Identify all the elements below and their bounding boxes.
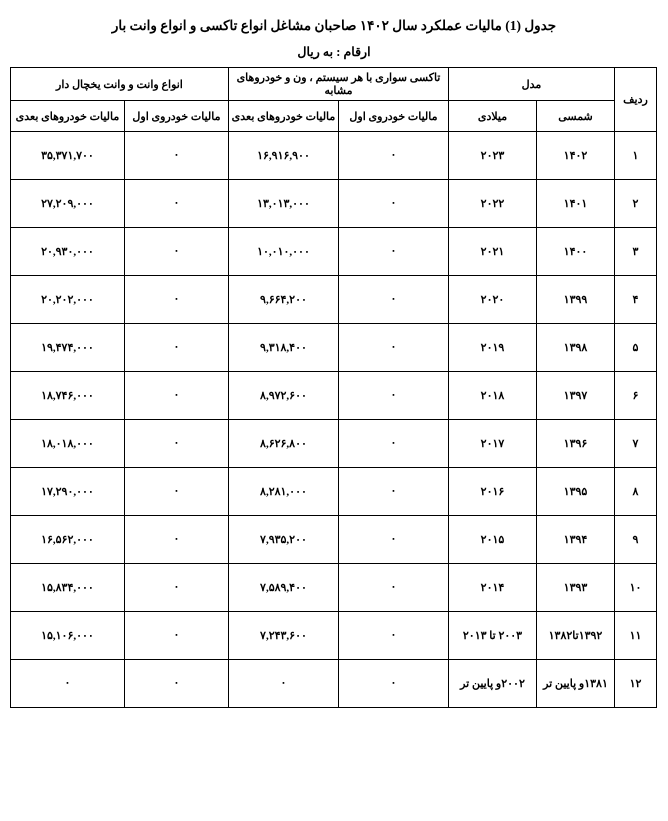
cell-taxi-next: ۷,۵۸۹,۴۰۰	[228, 564, 338, 612]
cell-shamsi: ۱۳۹۸	[537, 324, 615, 372]
table-body	[10, 132, 656, 708]
cell-taxi-first: ۰	[338, 324, 448, 372]
table-row	[10, 516, 656, 564]
cell-taxi-next: ۸,۶۲۶,۸۰۰	[228, 420, 338, 468]
cell-shamsi: ۱۳۸۱و پایین تر	[537, 660, 615, 708]
cell-shamsi: ۱۳۹۹	[537, 276, 615, 324]
cell-shamsi: ۱۳۹۳	[537, 564, 615, 612]
cell-van-next: ۱۸,۰۱۸,۰۰۰	[10, 420, 124, 468]
cell-radif: ۸	[615, 468, 657, 516]
cell-taxi-next: ۹,۳۱۸,۴۰۰	[228, 324, 338, 372]
table-row	[10, 324, 656, 372]
cell-van-first: ۰	[124, 132, 228, 180]
cell-radif: ۶	[615, 372, 657, 420]
cell-radif: ۵	[615, 324, 657, 372]
cell-miladi: ۲۰۲۰	[448, 276, 536, 324]
cell-taxi-next: ۹,۶۶۴,۲۰۰	[228, 276, 338, 324]
cell-shamsi: ۱۳۹۴	[537, 516, 615, 564]
cell-taxi-first: ۰	[338, 660, 448, 708]
cell-miladi: ۲۰۱۹	[448, 324, 536, 372]
cell-taxi-first: ۰	[338, 468, 448, 516]
table-row	[10, 132, 656, 180]
cell-taxi-first: ۰	[338, 180, 448, 228]
cell-miladi: ۲۰۲۳	[448, 132, 536, 180]
cell-miladi: ۲۰۰۲و پایین تر	[448, 660, 536, 708]
cell-van-next: ۱۸,۷۴۶,۰۰۰	[10, 372, 124, 420]
table-head	[10, 68, 656, 132]
header-taxi-next: مالیات خودروهای بعدی	[228, 101, 338, 132]
cell-shamsi: ۱۴۰۰	[537, 228, 615, 276]
cell-miladi: ۲۰۱۴	[448, 564, 536, 612]
cell-taxi-first: ۰	[338, 420, 448, 468]
header-van-next: مالیات خودروهای بعدی	[10, 101, 124, 132]
cell-miladi: ۲۰۱۶	[448, 468, 536, 516]
table-row	[10, 228, 656, 276]
table-row	[10, 180, 656, 228]
cell-taxi-first: ۰	[338, 612, 448, 660]
cell-van-first: ۰	[124, 180, 228, 228]
cell-taxi-next: ۱۳,۰۱۳,۰۰۰	[228, 180, 338, 228]
cell-miladi: ۲۰۲۲	[448, 180, 536, 228]
header-miladi: میلادی	[448, 101, 536, 132]
cell-van-first: ۰	[124, 516, 228, 564]
cell-van-first: ۰	[124, 420, 228, 468]
header-model: مدل	[448, 68, 614, 101]
cell-radif: ۴	[615, 276, 657, 324]
cell-taxi-first: ۰	[338, 228, 448, 276]
table-row	[10, 660, 656, 708]
cell-taxi-next: ۰	[228, 660, 338, 708]
page-title: جدول (1) مالیات عملکرد سال ۱۴۰۲ صاحبان مشاغل انواع تاکسی و انواع وانت بار	[111, 18, 557, 33]
cell-van-first: ۰	[124, 468, 228, 516]
cell-taxi-first: ۰	[338, 564, 448, 612]
cell-van-first: ۰	[124, 324, 228, 372]
cell-van-first: ۰	[124, 228, 228, 276]
cell-van-next: ۱۹,۴۷۴,۰۰۰	[10, 324, 124, 372]
cell-van-next: ۳۵,۳۷۱,۷۰۰	[10, 132, 124, 180]
cell-miladi: ۲۰۱۷	[448, 420, 536, 468]
cell-miladi: ۲۰۰۳ تا ۲۰۱۳	[448, 612, 536, 660]
cell-radif: ۱۰	[615, 564, 657, 612]
header-van-first: مالیات خودروی اول	[124, 101, 228, 132]
cell-radif: ۲	[615, 180, 657, 228]
cell-radif: ۳	[615, 228, 657, 276]
header-taxi-group: تاکسی سواری با هر سیستم ، ون و خودروهای مشابه	[228, 68, 448, 101]
cell-shamsi: ۱۳۹۷	[537, 372, 615, 420]
table-container	[0, 67, 668, 708]
cell-radif: ۷	[615, 420, 657, 468]
cell-miladi: ۲۰۱۸	[448, 372, 536, 420]
cell-van-first: ۰	[124, 564, 228, 612]
cell-shamsi: ۱۳۹۵	[537, 468, 615, 516]
cell-van-next: ۰	[10, 660, 124, 708]
cell-shamsi: ۱۴۰۱	[537, 180, 615, 228]
cell-van-first: ۰	[124, 372, 228, 420]
cell-van-next: ۲۷,۲۰۹,۰۰۰	[10, 180, 124, 228]
cell-taxi-first: ۰	[338, 516, 448, 564]
cell-van-next: ۱۵,۱۰۶,۰۰۰	[10, 612, 124, 660]
cell-radif: ۹	[615, 516, 657, 564]
cell-taxi-next: ۱۰,۰۱۰,۰۰۰	[228, 228, 338, 276]
table-row	[10, 372, 656, 420]
cell-taxi-next: ۸,۹۷۲,۶۰۰	[228, 372, 338, 420]
cell-van-next: ۱۵,۸۳۴,۰۰۰	[10, 564, 124, 612]
cell-taxi-first: ۰	[338, 132, 448, 180]
table-row	[10, 612, 656, 660]
cell-taxi-next: ۸,۲۸۱,۰۰۰	[228, 468, 338, 516]
sub-header-row	[10, 101, 656, 132]
header-van-group: انواع وانت و وانت یخچال دار	[10, 68, 228, 101]
cell-shamsi: ۱۳۹۲تا۱۳۸۲	[537, 612, 615, 660]
cell-radif: ۱	[615, 132, 657, 180]
cell-van-next: ۱۶,۵۶۲,۰۰۰	[10, 516, 124, 564]
group-header-row	[10, 68, 656, 101]
cell-miladi: ۲۰۱۵	[448, 516, 536, 564]
cell-van-next: ۲۰,۹۳۰,۰۰۰	[10, 228, 124, 276]
cell-radif: ۱۲	[615, 660, 657, 708]
cell-taxi-next: ۷,۲۴۳,۶۰۰	[228, 612, 338, 660]
cell-van-first: ۰	[124, 276, 228, 324]
cell-shamsi: ۱۳۹۶	[537, 420, 615, 468]
cell-radif: ۱۱	[615, 612, 657, 660]
cell-miladi: ۲۰۲۱	[448, 228, 536, 276]
cell-van-first: ۰	[124, 612, 228, 660]
title-block	[0, 0, 668, 60]
cell-taxi-first: ۰	[338, 276, 448, 324]
header-taxi-first: مالیات خودروی اول	[338, 101, 448, 132]
cell-shamsi: ۱۴۰۲	[537, 132, 615, 180]
cell-van-next: ۱۷,۲۹۰,۰۰۰	[10, 468, 124, 516]
tax-table	[10, 67, 657, 708]
page-subtitle: ارقام : به ریال	[297, 45, 371, 60]
table-row	[10, 420, 656, 468]
cell-van-next: ۲۰,۲۰۲,۰۰۰	[10, 276, 124, 324]
table-row	[10, 468, 656, 516]
cell-taxi-next: ۱۶,۹۱۶,۹۰۰	[228, 132, 338, 180]
cell-taxi-first: ۰	[338, 372, 448, 420]
cell-taxi-next: ۷,۹۳۵,۲۰۰	[228, 516, 338, 564]
header-radif: ردیف	[615, 68, 657, 132]
table-row	[10, 276, 656, 324]
table-row	[10, 564, 656, 612]
header-shamsi: شمسی	[537, 101, 615, 132]
cell-van-first: ۰	[124, 660, 228, 708]
